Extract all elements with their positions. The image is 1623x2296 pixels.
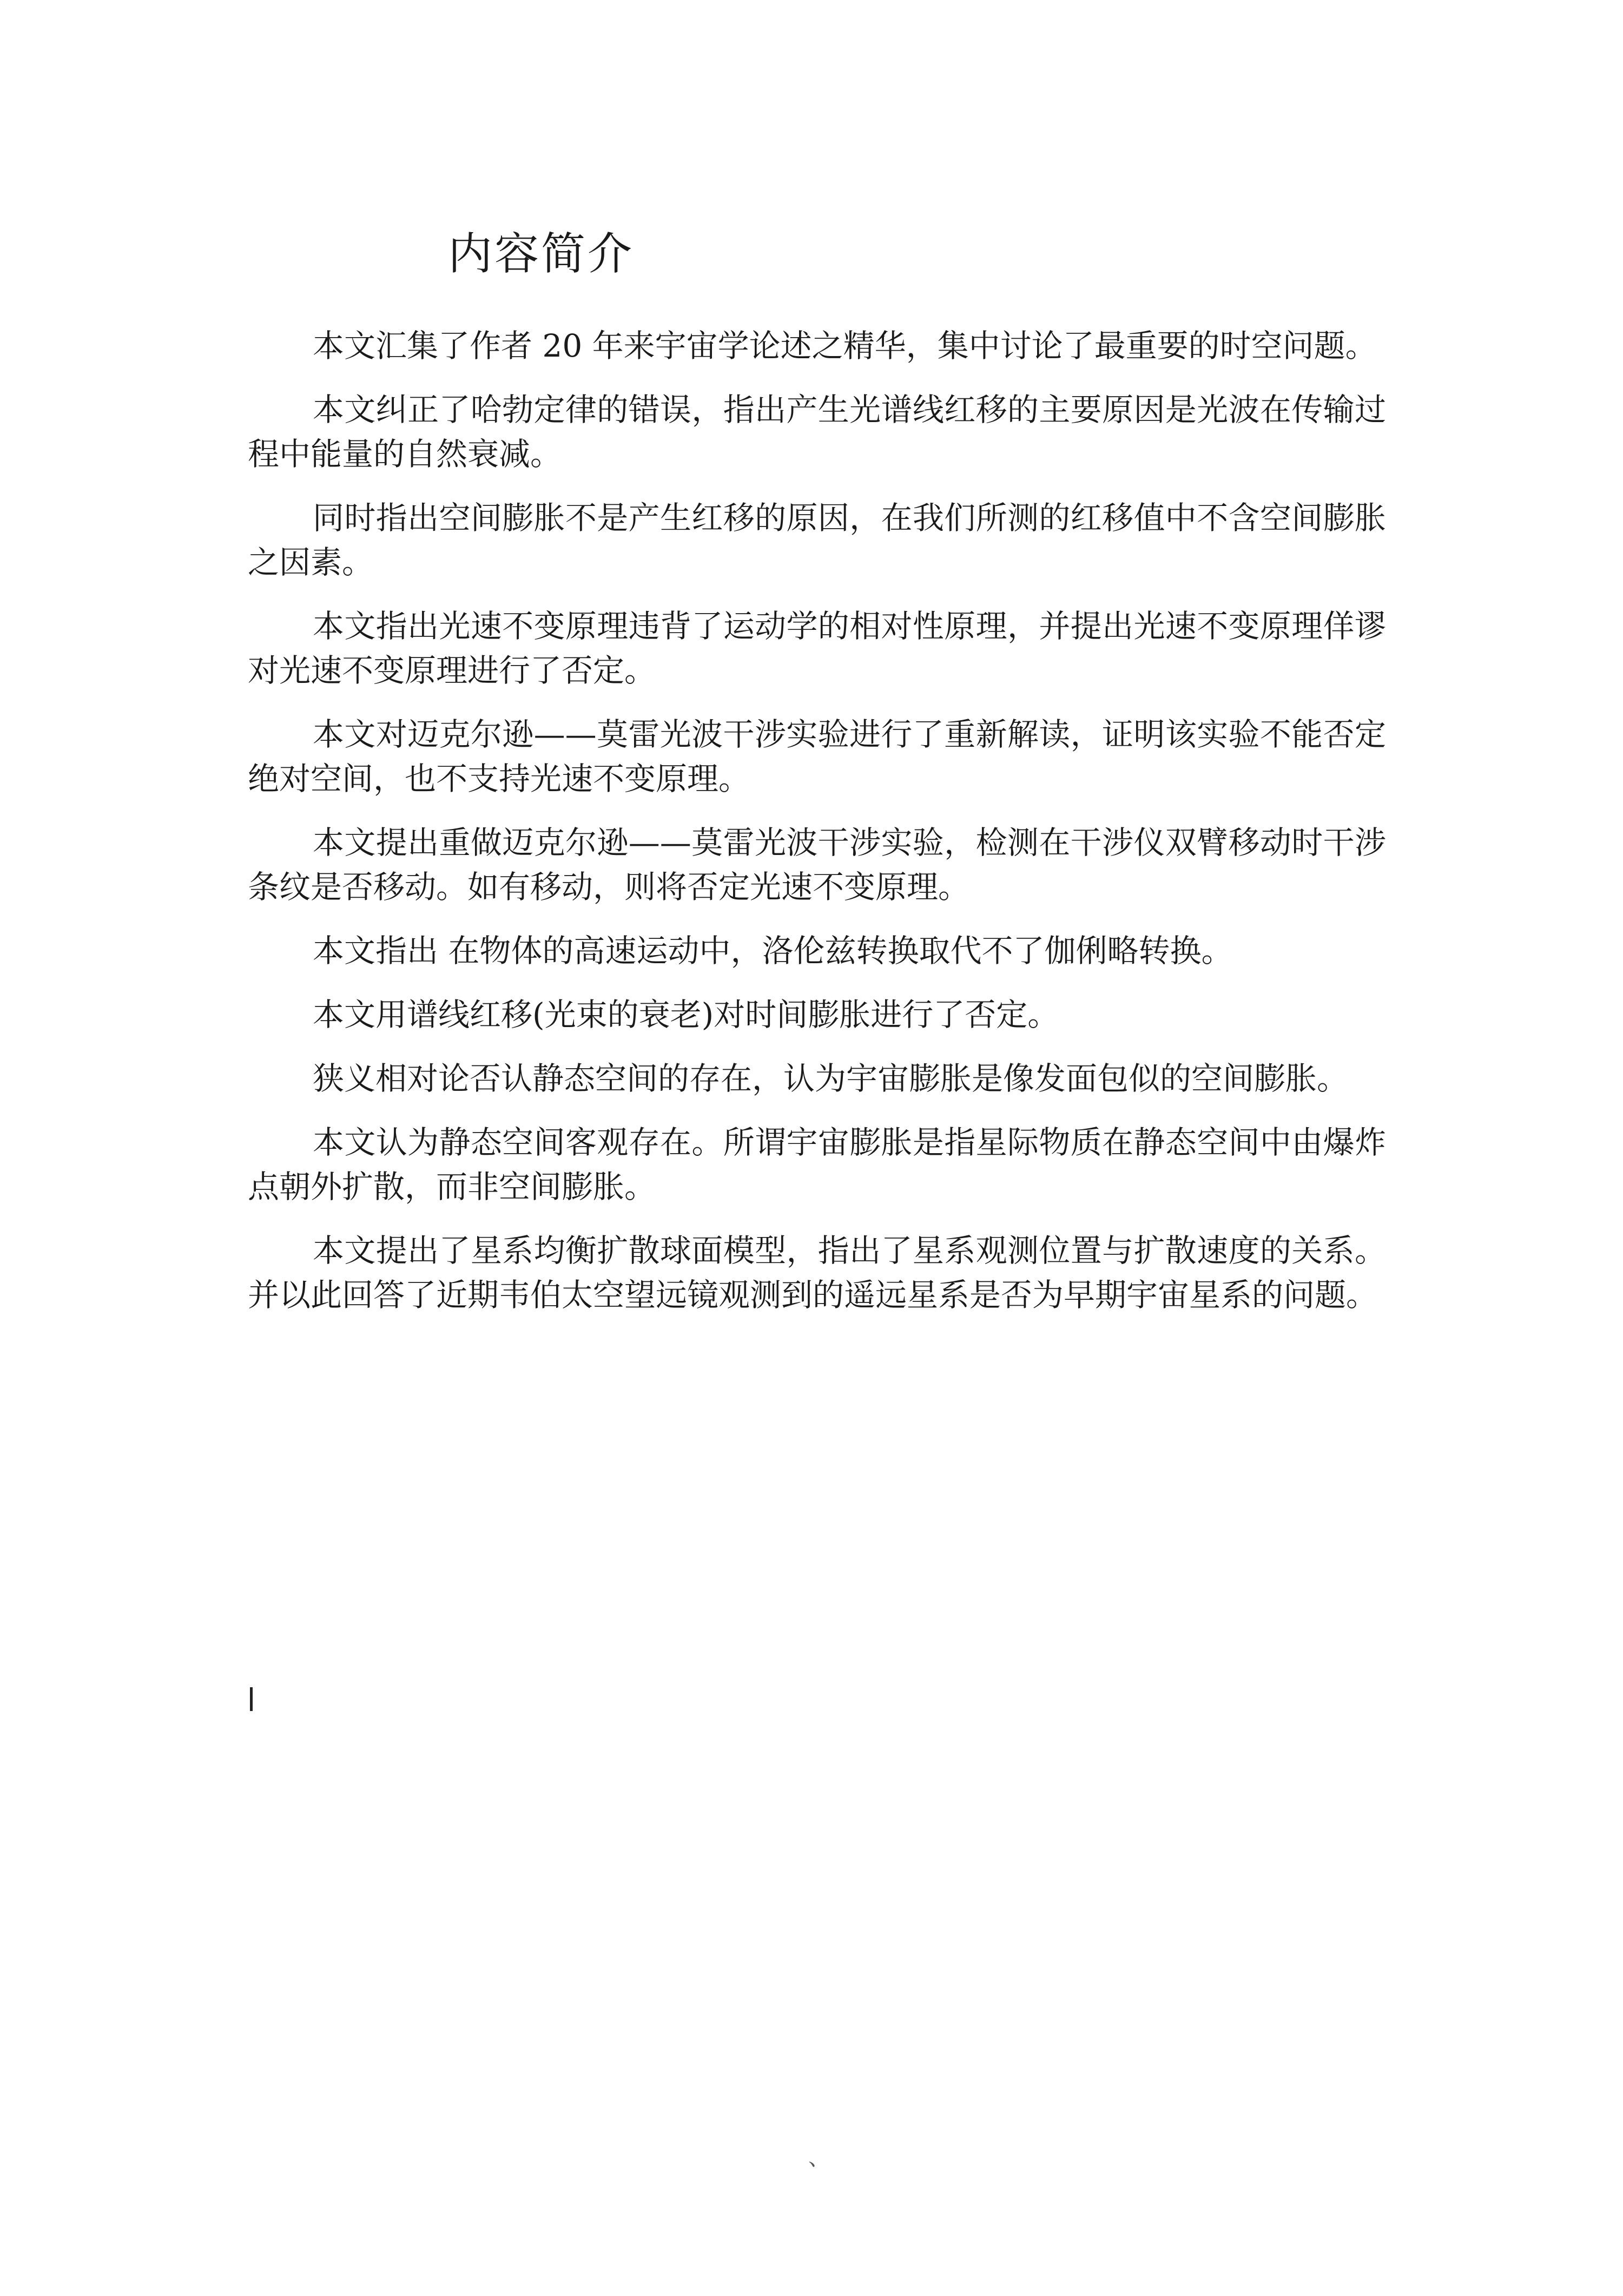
paragraph-2: 本文纠正了哈勃定律的错误，指出产生光谱线红移的主要原因是光波在传输过程中能量的自然衰减。 <box>248 391 1386 472</box>
paragraph-6: 本文提出重做迈克尔逊——莫雷光波干涉实验，检测在干涉仪双臂移动时干涉条纹是否移动。如有移动，则将否定光速不变原理。 <box>248 824 1386 905</box>
summary-body <box>248 324 1386 1337</box>
paragraph-7: 本文指出 在物体的高速运动中，洛伦兹转换取代不了伽俐略转换。 <box>313 932 1233 969</box>
paragraph-11: 本文提出了星系均衡扩散球面模型，指出了星系观测位置与扩散速度的关系。并以此回答了近期韦伯太空望远镜观测到的遥远星系是否为早期宇宙星系的问题。 <box>248 1232 1386 1313</box>
paragraph-10: 本文认为静态空间客观存在。所谓宇宙膨胀是指星际物质在静态空间中由爆炸点朝外扩散，而非空间膨胀。 <box>248 1124 1386 1205</box>
paragraph-3: 同时指出空间膨胀不是产生红移的原因，在我们所测的红移值中不含空间膨胀之因素。 <box>248 499 1386 581</box>
paragraph-9: 狭义相对论否认静态空间的存在，认为宇宙膨胀是像发面包似的空间膨胀。 <box>313 1060 1349 1097</box>
paragraph-4: 本文指出光速不变原理违背了运动学的相对性原理，并提出光速不变原理佯谬对光速不变原理进行了否定。 <box>248 608 1386 689</box>
paragraph-8: 本文用谱线红移(光束的衰老)对时间膨胀进行了否定。 <box>313 996 1059 1033</box>
paragraph-5: 本文对迈克尔逊——莫雷光波干涉实验进行了重新解读，证明该实验不能否定绝对空间，也不支持光速不变原理。 <box>248 716 1386 797</box>
paragraph-1: 本文汇集了作者 20 年来宇宙学论述之精华，集中讨论了最重要的时空问题。 <box>313 327 1377 364</box>
footer-mark: 、 <box>808 2146 830 2170</box>
page-title: 内容简介 <box>448 228 635 280</box>
text-cursor <box>250 1687 253 1711</box>
